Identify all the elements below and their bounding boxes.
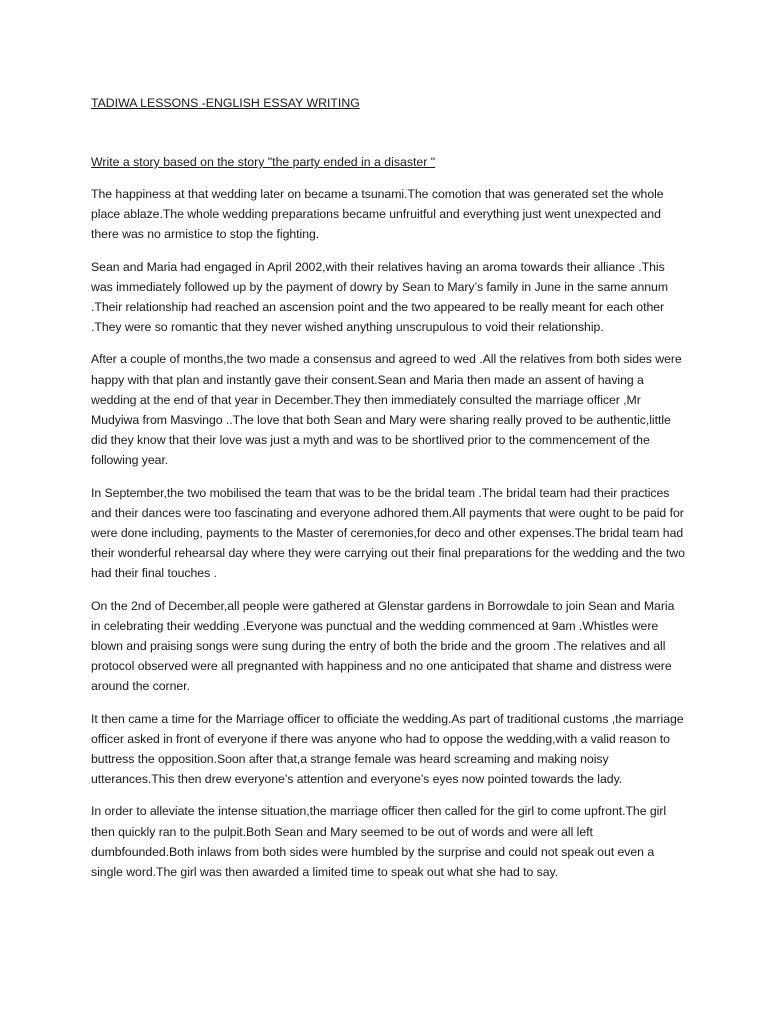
paragraph: In order to alleviate the intense situation,the marriage officer then called for the girl to come upfront.The girl then quickly ran to the pulpit.Both Sean and Mary seemed to be out of words and were all left dumbfounded.Both inlaws from both sides were humbled by the surprise and could not speak out even a single word.The girl was then awarded a limited time to speak out what she had to say.: [91, 804, 667, 880]
paragraph: The happiness at that wedding later on became a tsunami.The comotion that was generated set the whole place ablaze.The whole wedding preparations became unfruitful and everything just went unexpected and there was no armistice to stop the fighting.: [91, 187, 664, 242]
paragraph: In September,the two mobilised the team that was to be the bridal team .The bridal team had their practices and their dances were too fascinating and everyone adhored them.All payments that were ought to be paid for were done including, payments to the Master of ceremonies,for deco and other expenses.The bridal team had their wonderful rehearsal day where they were carrying out their final preparations for the wedding and the two had their final touches .: [91, 485, 685, 581]
paragraph: Sean and Maria had engaged in April 2002,with their relatives having an aroma towards their alliance .This was immediately followed up by the payment of dowry by Sean to Mary’s family in June in the same annum .Their relationship had reached an ascension point and the two appeared to be really meant for each other .They were so romantic that they never wished anything unscrupulous to void their relationship.: [91, 259, 669, 335]
paragraph: After a couple of months,the two made a consensus and agreed to wed .All the relatives from both sides were happy with that plan and instantly gave their consent.Sean and Maria then made an assent of having a wedding at the end of that year in December.They then immediately consulted the marriage officer ,Mr Mudyiwa from Masvingo ..The love that both Sean and Mary were sharing really proved to be authentic,little did they know that their love was just a myth and was to be shortlived prior to the commencement of the following year.: [91, 352, 682, 468]
essay-prompt: Write a story based on the story "the party ended in a disaster ": [91, 155, 436, 169]
paragraph: On the 2nd of December,all people were gathered at Glenstar gardens in Borrowdale to join Sean and Maria in celebrating their wedding .Everyone was punctual and the wedding commenced at 9am .Whistles were blown and praising songs were sung during the entry of both the bride and the groom .The relatives and all protocol observed were all pregnanted with happiness and no one anticipated that shame and distress were around the corner.: [91, 598, 675, 694]
document-title: TADIWA LESSONS -ENGLISH ESSAY WRITING: [91, 96, 360, 110]
document-body: [91, 93, 686, 882]
paragraph: It then came a time for the Marriage officer to officiate the wedding.As part of traditional customs ,the marriage officer asked in front of everyone if there was anyone who had to oppose the wedding,with a valid reason to buttress the opposition.Soon after that,a strange female was heard screaming and making noisy utterances.This then drew everyone’s attention and everyone’s eyes now pointed towards the lady.: [91, 711, 684, 787]
